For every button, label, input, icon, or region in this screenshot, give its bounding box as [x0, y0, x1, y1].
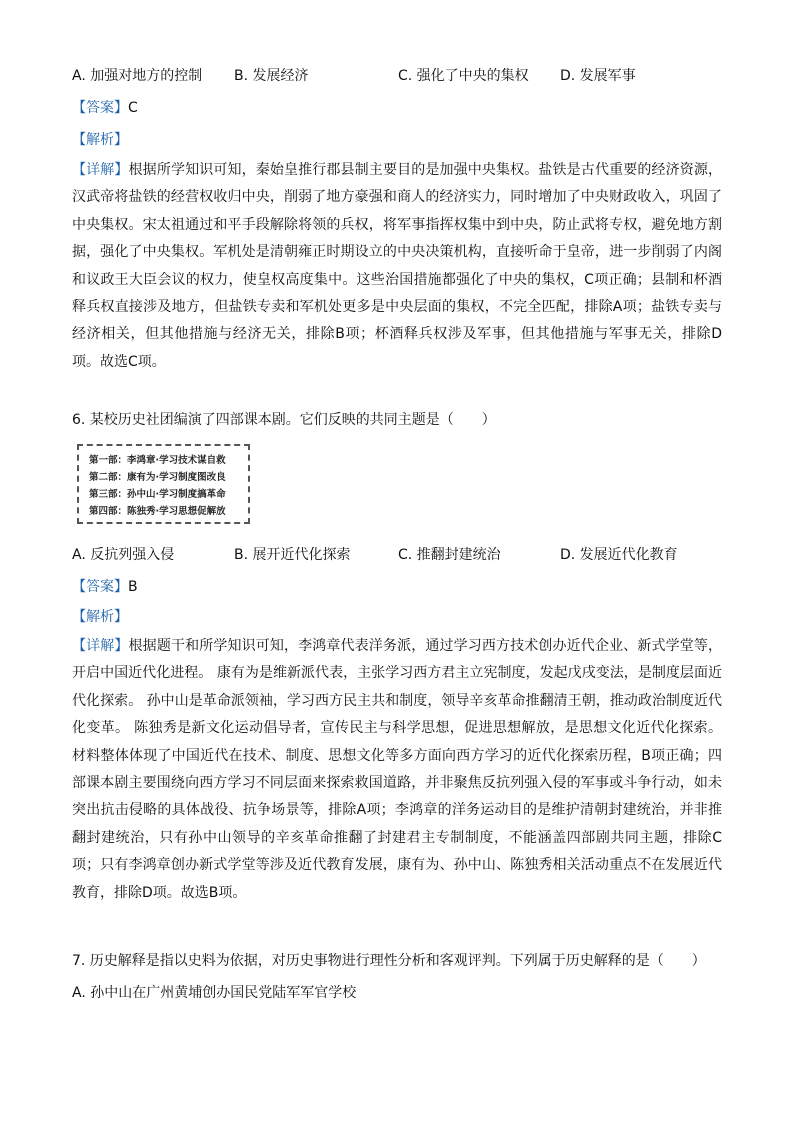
detail-tag: 【详解】 — [72, 638, 129, 654]
q6-box-row-2: 第二部：康有为·学习制度图改良 — [89, 472, 226, 483]
q6-option-c: C. 推翻封建统治 — [398, 547, 501, 563]
q5-option-a: A. 加强对地方的控制 — [72, 68, 203, 84]
q7-question: 7. 历史解释是指以史料为依据，对历史事物进行理性分析和客观评判。下列属于历史解释的是（ ） — [72, 953, 706, 969]
q6-play-box — [77, 444, 250, 524]
q6-answer: B — [128, 579, 138, 595]
q6-box-row-1: 第一部：李鸿章·学习技术谋自救 — [89, 455, 226, 466]
q6-detail-text: 根据题干和所学知识可知，李鸿章代表洋务派，通过学习西方技术创办近代企业、新式学堂等，开启中国近代化进程。 康有为是维新派代表，主张学习西方君主立宪制度，发起戊戌变法，是制度层面近代化探索。 孙中山是革命派领袖，学习西方民主共和制度，领导辛亥革命推翻清王朝，推动政治制度近代化变革。 陈独秀是新文化运动倡导者，宣传民主与科学思想，促进思想解放，是思想文化近代化探索。 材料整体体现了中国近代在技术、制度、思想文化等多方面向西方学习的近代化探索历程，B项正确；四部课本剧主要围绕向西方学习不同层面来探索救国道路，并非聚焦反抗列强入侵的军事或斗争行动，如未突出抗击侵略的具体战役、抗争场景等，排除A项；李鸿章的洋务运动目的是维护清朝封建统治，并非推翻封建统治，只有孙中山领导的辛亥革命推翻了封建君主专制制度，不能涵盖四部剧共同主题，排除C项；只有李鸿章创办新式学堂等涉及近代教育发展，康有为、孙中山、陈独秀相关活动重点不在发展近代教育，排除D项。故选B项。 — [72, 638, 723, 901]
q5-detail — [72, 157, 722, 376]
q6-analysis-tag: 【解析】 — [72, 609, 128, 625]
q5-option-b: B. 发展经济 — [234, 68, 309, 84]
q6-detail — [72, 633, 722, 907]
q6-answer-line — [72, 577, 138, 597]
q6-option-a: A. 反抗列强入侵 — [72, 547, 175, 563]
detail-tag: 【详解】 — [72, 162, 129, 178]
q6-option-d: D. 发展近代化教育 — [560, 547, 678, 563]
q7-option-a: A. 孙中山在广州黄埔创办国民党陆军军官学校 — [72, 985, 357, 1001]
q5-answer-line — [72, 98, 138, 118]
q5-answer: C — [128, 100, 138, 116]
answer-tag: 【答案】 — [72, 579, 128, 595]
q6-option-b: B. 展开近代化探索 — [234, 547, 351, 563]
answer-tag: 【答案】 — [72, 100, 128, 116]
q5-option-d: D. 发展军事 — [560, 68, 636, 84]
q5-option-c: C. 强化了中央的集权 — [398, 68, 529, 84]
q5-analysis-tag: 【解析】 — [72, 132, 128, 148]
q6-box-row-3: 第三部：孙中山·学习制度搞革命 — [89, 489, 226, 500]
q5-detail-text: 根据所学知识可知，秦始皇推行郡县制主要目的是加强中央集权。盐铁是古代重要的经济资源，汉武帝将盐铁的经营权收归中央，削弱了地方豪强和商人的经济实力，同时增加了中央财政收入，巩固了中央集权。宋太祖通过和平手段解除将领的兵权，将军事指挥权集中到中央，防止武将专权，避免地方割据，强化了中央集权。军机处是清朝雍正时期设立的中央决策机构，直接听命于皇帝，进一步削弱了内阁和议政王大臣会议的权力，使皇权高度集中。这些治国措施都强化了中央的集权，C项正确；县制和杯酒释兵权直接涉及地方，但盐铁专卖和军机处更多是中央层面的集权，不完全匹配，排除A项；盐铁专卖与经济相关，但其他措施与经济无关，排除B项；杯酒释兵权涉及军事，但其他措施与军事无关，排除D项。故选C项。 — [72, 162, 723, 370]
q6-box-row-4: 第四部：陈独秀·学习思想促解放 — [89, 506, 226, 517]
q6-question: 6. 某校历史社团编演了四部课本剧。它们反映的共同主题是（ ） — [72, 412, 496, 428]
